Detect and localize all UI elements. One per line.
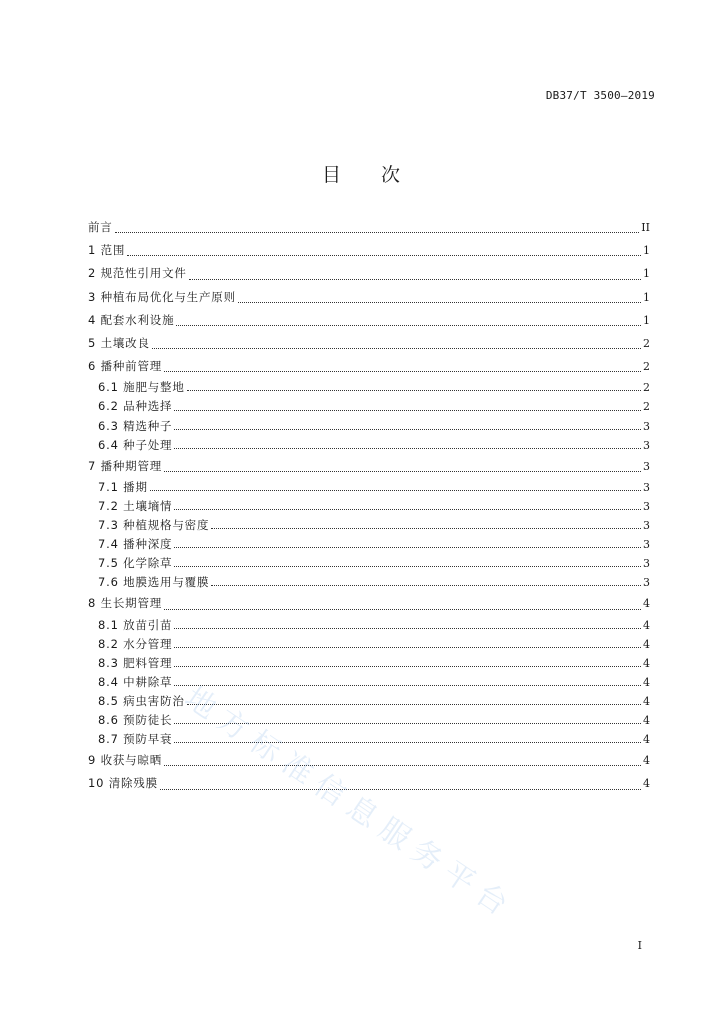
toc-leader-dots <box>160 789 641 790</box>
toc-entry[interactable] <box>88 332 650 355</box>
toc-entry-label: 7.2 土壤墒情 <box>98 498 173 513</box>
toc-entry-page: 4 <box>643 714 650 728</box>
toc-leader-dots <box>176 325 641 326</box>
toc-entry-label: 7.3 种植规格与密度 <box>98 518 210 533</box>
toc-entry-page: 1 <box>643 267 650 281</box>
toc-entry-page: 3 <box>643 538 650 552</box>
toc-leader-dots <box>174 429 641 430</box>
toc-entry-label: 6.2 品种选择 <box>98 399 173 414</box>
toc-entry[interactable] <box>88 673 650 692</box>
page-number: I <box>637 939 642 952</box>
toc-entry-label: 1 范围 <box>88 243 126 258</box>
toc-leader-dots <box>211 585 641 586</box>
toc-entry[interactable] <box>88 535 650 554</box>
toc-entry[interactable] <box>88 355 650 378</box>
toc-entry-label: 6 播种前管理 <box>88 359 163 374</box>
toc-entry-page: 1 <box>643 313 650 327</box>
toc-title-char-2: 次 <box>381 164 403 186</box>
toc-entry[interactable] <box>88 749 650 772</box>
toc-entry[interactable] <box>88 262 650 285</box>
toc-entry-label: 7 播种期管理 <box>88 458 163 473</box>
toc-leader-dots <box>127 255 641 256</box>
toc-leader-dots <box>189 279 641 280</box>
toc-entry[interactable] <box>88 397 650 416</box>
toc-entry-page: 2 <box>643 381 650 395</box>
toc-entry[interactable] <box>88 692 650 711</box>
toc-leader-dots <box>164 471 641 472</box>
toc-entry[interactable] <box>88 455 650 478</box>
toc-entry[interactable] <box>88 286 650 309</box>
toc-entry[interactable] <box>88 436 650 455</box>
toc-leader-dots <box>174 566 641 567</box>
toc-entry-page: 3 <box>643 557 650 571</box>
document-code: DB37/T 3500—2019 <box>545 89 655 102</box>
toc-entry-page: 3 <box>643 459 650 473</box>
toc-entry[interactable] <box>88 516 650 535</box>
toc-entry-page: 3 <box>643 519 650 533</box>
toc-entry-label: 8.6 预防徒长 <box>98 713 173 728</box>
toc-leader-dots <box>164 765 641 766</box>
toc-entry-label: 3 种植布局优化与生产原则 <box>88 289 236 304</box>
toc-entry-label: 6.4 种子处理 <box>98 437 173 452</box>
toc-entry-label: 8 生长期管理 <box>88 596 163 611</box>
toc-entry-page: 3 <box>643 576 650 590</box>
toc-entry-page: 3 <box>643 499 650 513</box>
toc-entry-page: 2 <box>643 360 650 374</box>
toc-entry-page: 4 <box>643 754 650 768</box>
toc-entry[interactable] <box>88 616 650 635</box>
toc-entry-page: 4 <box>643 656 650 670</box>
toc-entry-page: 4 <box>643 733 650 747</box>
toc-entry-label: 7.5 化学除草 <box>98 556 173 571</box>
toc-leader-dots <box>211 528 641 529</box>
toc-entry-page: 3 <box>643 438 650 452</box>
toc-entry-page: 4 <box>643 777 650 791</box>
toc-entry[interactable] <box>88 711 650 730</box>
toc-entry[interactable] <box>88 635 650 654</box>
toc-leader-dots <box>174 685 641 686</box>
toc-entry-label: 前言 <box>88 220 113 234</box>
toc-entry[interactable] <box>88 554 650 573</box>
toc-entry-label: 6.1 施肥与整地 <box>98 380 185 395</box>
toc-entry-page: 4 <box>643 618 650 632</box>
toc-entry-label: 5 土壤改良 <box>88 335 150 350</box>
toc-entry-page: 1 <box>643 290 650 304</box>
toc-entry-label: 6.3 精选种子 <box>98 418 173 433</box>
toc-leader-dots <box>150 490 641 491</box>
toc-entry-label: 7.4 播种深度 <box>98 537 173 552</box>
toc-entry-label: 4 配套水利设施 <box>88 312 175 327</box>
toc-leader-dots <box>164 371 641 372</box>
toc-entry-label: 9 收获与晾晒 <box>88 753 163 768</box>
toc-entry-page: II <box>641 221 650 234</box>
toc-entry-page: 2 <box>643 336 650 350</box>
toc-entry-page: 4 <box>643 675 650 689</box>
toc-leader-dots <box>187 704 641 705</box>
toc-leader-dots <box>174 448 641 449</box>
toc-entry-label: 8.7 预防早衰 <box>98 732 173 747</box>
toc-entry-page: 4 <box>643 597 650 611</box>
toc-leader-dots <box>187 390 641 391</box>
toc-entry[interactable] <box>88 239 650 262</box>
toc-entry-label: 7.1 播期 <box>98 479 148 494</box>
toc-entry-page: 1 <box>643 244 650 258</box>
toc-entry[interactable] <box>88 478 650 497</box>
toc-entry-page: 2 <box>643 400 650 414</box>
toc-title <box>0 160 724 187</box>
toc-entry-label: 8.1 放苗引苗 <box>98 617 173 632</box>
toc-entry[interactable] <box>88 573 650 592</box>
toc-entry-label: 8.5 病虫害防治 <box>98 694 185 708</box>
toc-leader-dots <box>164 609 641 610</box>
toc-entry-page: 4 <box>643 637 650 651</box>
toc-entry[interactable] <box>88 497 650 516</box>
toc-leader-dots <box>174 547 641 548</box>
toc-entry[interactable] <box>88 654 650 673</box>
toc-entry[interactable] <box>88 730 650 749</box>
toc-entry[interactable] <box>88 417 650 436</box>
toc-entry-label: 10 清除残膜 <box>88 776 158 791</box>
toc-entry-label: 2 规范性引用文件 <box>88 266 187 281</box>
toc-leader-dots <box>174 647 641 648</box>
toc-leader-dots <box>238 302 641 303</box>
toc-entry-label: 7.6 地膜选用与覆膜 <box>98 575 210 590</box>
toc-entry[interactable] <box>88 378 650 397</box>
watermark: 地方标准信息服务平台 <box>178 680 522 928</box>
toc-entry[interactable] <box>88 592 650 615</box>
toc-entry-page: 3 <box>643 480 650 494</box>
toc-leader-dots <box>174 509 641 510</box>
toc-entry[interactable] <box>88 216 650 239</box>
toc-entry-label: 8.4 中耕除草 <box>98 674 173 689</box>
toc-entry-label: 8.3 肥料管理 <box>98 655 173 670</box>
toc-leader-dots <box>115 232 640 233</box>
toc-entry-label: 8.2 水分管理 <box>98 636 173 651</box>
toc-leader-dots <box>174 628 641 629</box>
toc-entry-page: 3 <box>643 419 650 433</box>
toc-leader-dots <box>174 666 641 667</box>
toc-title-char-1: 目 <box>321 164 343 186</box>
toc-leader-dots <box>152 348 641 349</box>
toc-entry-page: 4 <box>643 695 650 708</box>
table-of-contents <box>88 216 650 796</box>
toc-entry[interactable] <box>88 309 650 332</box>
toc-leader-dots <box>174 410 641 411</box>
